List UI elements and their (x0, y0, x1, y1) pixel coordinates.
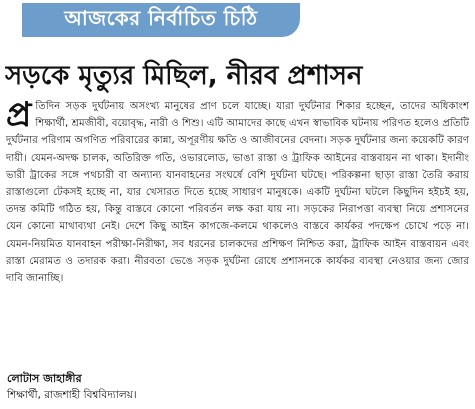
article-text: তিদিন সড়ক দুর্ঘটনায় অসংখ্য মানুষের প্রাণ চলে যাচ্ছে। যারা দুর্ঘটনার শিকার হচ্ছেন, তাদের অধিকাংশ শিক্ষার্থী, শ্রমজীবী, বয়োবৃদ্ধ, নারী ও শিশু। এটি আমাদের কাছে এখন স্বাভাবিক ঘটনায় পরিণত হলেও প্রতিটি দুর্ঘটনার পরিণাম অগণিত পরিবারের কান্না, অপূরণীয় ক্ষতি ও আজীবনের বেদনা। সড়ক দুর্ঘটনার জন্য কয়েকটি কারণ দায়ী। যেমন-অদক্ষ চালক, অতিরিক্ত গতি, ওভারলোড, ভাঙা রাস্তা ও ট্রাফিক আইনের বাস্তবায়ন না থাকা। ইদানীং ভারী ট্রাকের সঙ্গে পথচারী বা অন্যান্য যানবাহনের সংঘর্ষে বেশি দুর্ঘটনা ঘটছে। পরিকল্পনা ছাড়া রাস্তা তৈরি করায় রাস্তাগুলো টেকসই হচ্ছে না, যার খেসারত দিতে হচ্ছে সাধারণ মানুষকে। একটি দুর্ঘটনা ঘটলে কিছুদিন হইচই হয়, তদন্ত কমিটি গঠিত হয়, কিন্তু বাস্তবে কোনো পরিবর্তন লক্ষ করা যায় না। সড়কের নিরাপত্তা ব্যবস্থা নিয়ে প্রশাসনের যেন কোনো মাথাব্যথা নেই। দেশে কিছু আইন কাগজে-কলমে থাকলেও বাস্তবে কার্যকর পদক্ষেপ চোখে পড়ে না। যেমন-নিয়মিত যানবাহন পরীক্ষা-নিরীক্ষা, সব ধরনের চালকদের প্রশিক্ষণ নিশ্চিত করা, ট্রাফিক আইন বাস্তবায়ন এবং রাস্তা মেরামত ও তদারক করা। নীরবতা ভেঙে সড়ক দুর্ঘটনা রোধে প্রশাসনকে কার্যকর ব্যবস্থা নেওয়ার জন্য জোর দাবি জানাচ্ছি। (6, 101, 469, 285)
section-banner (22, 3, 300, 37)
dropcap: প্র (6, 95, 32, 135)
article-body (6, 95, 469, 287)
section-title: আজকের নির্বাচিত চিঠি (64, 5, 258, 30)
signature (7, 370, 307, 404)
headline: সড়কে মৃত্যুর মিছিল, নীরব প্রশাসন (5, 61, 363, 91)
author-affiliation: শিক্ষার্থী, রাজশাহী বিশ্ববিদ্যালয়। (7, 389, 137, 401)
author-name: লোটাস জাহাঙ্গীর (7, 372, 82, 385)
